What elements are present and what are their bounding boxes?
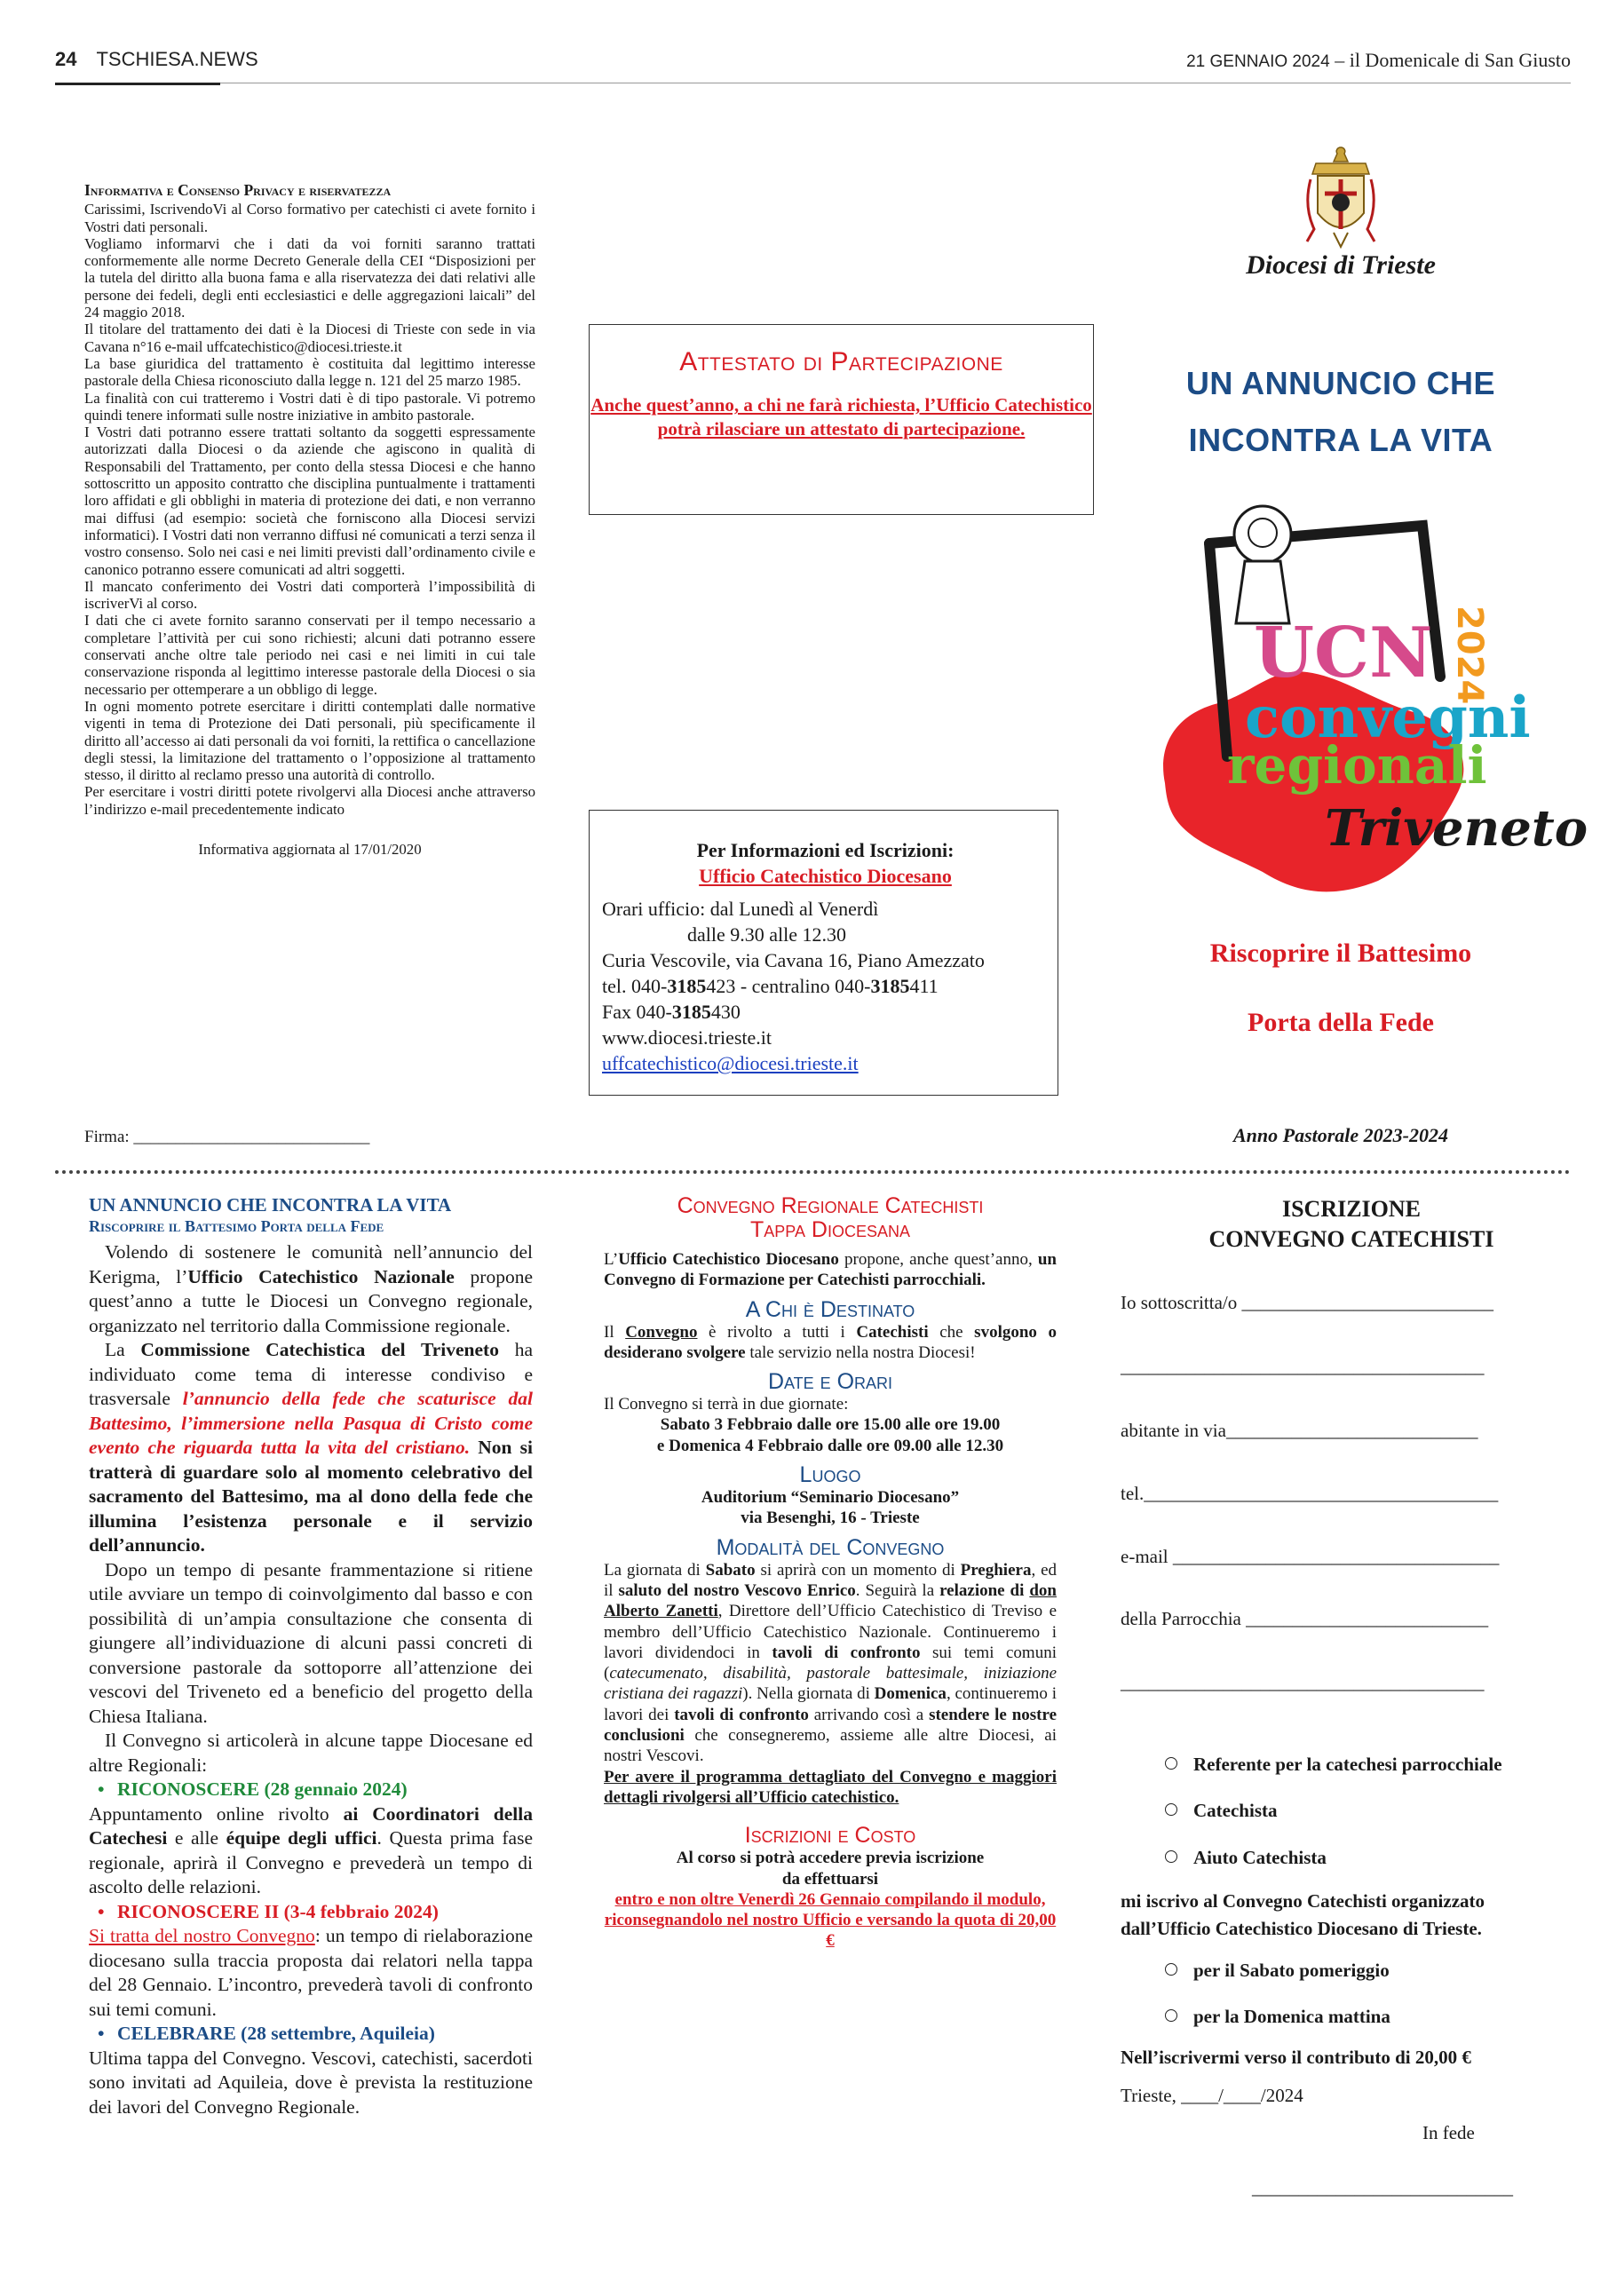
privacy-paragraph: Per esercitare i vostri diritti potete rivolgervi alla Diocesi anche attraverso l’indirizzo e-mail precedentemente indicato: [84, 783, 535, 818]
attestato-body: Anche quest’anno, a chi ne farà richiesta, l’Ufficio Catechistico potrà rilasciare un attestato di partecipazione.: [590, 394, 1092, 440]
info-hours: Orari ufficio: dal Lunedì al Venerdì: [602, 898, 879, 920]
form-registration-statement-2: dall’Ufficio Catechistico Diocesano di Trieste.: [1121, 1918, 1482, 1939]
destinato-text: Il Convegno è rivolto a tutti i Catechisti che svolgono o desiderano svolgere tale servizio nella nostra Diocesi!: [604, 1322, 1057, 1362]
radio-circle-icon[interactable]: [1165, 1850, 1177, 1863]
iscrizioni-line1: Al corso si potrà accedere previa iscrizione: [676, 1849, 985, 1868]
radio-circle-icon[interactable]: [1165, 1963, 1177, 1976]
info-tel: tel. 040-3185423 - centralino 040-3185411: [602, 975, 939, 997]
phase-riconoscere: • RICONOSCERE (28 gennaio 2024): [98, 1778, 408, 1800]
privacy-paragraph: La base giuridica del trattamento è costituita dal legittimo interesse pastorale della Chiesa riconosciuto dalla legge n. 121 del 25 marzo 1985.: [84, 354, 535, 390]
convegno-subtitle: Tappa Diocesana: [750, 1217, 910, 1242]
info-office: Ufficio Catechistico Diocesano: [699, 865, 952, 887]
attestato-box: [589, 324, 1094, 515]
form-place-date[interactable]: Trieste, ____/____/2024: [1121, 2085, 1303, 2106]
privacy-paragraph: Il mancato conferimento dei Vostri dati comporterà l’impossibilità di iscriverVi al corso.: [84, 577, 535, 613]
role-option-aiuto[interactable]: Aiuto Catechista: [1165, 1847, 1327, 1869]
phase-celebrare: • CELEBRARE (28 settembre, Aquileia): [98, 2023, 435, 2044]
form-signature[interactable]: ____________________________: [1252, 2177, 1513, 2198]
cover-riscoprire: Riscoprire il Battesimo: [1209, 939, 1472, 968]
page-number: 24: [55, 48, 77, 70]
modalita-programma: Per avere il programma dettagliato del Convegno e maggiori dettagli rivolgersi all’Ufficio catechistico.: [604, 1767, 1057, 1807]
privacy-paragraph: In ogni momento potrete esercitare i diritti contemplati dalle normative vigenti in tema di Protezione dei Dati personali, più specificamente il diritto all’accesso ai dati personali da voi forniti, la rettifica o cancellazione degli stessi, la limitazione del trattamento o l’opposizione al trattamento stesso, il diritto al reclamo presso una autorità di controllo.: [84, 697, 535, 784]
luogo-name: Auditorium “Seminario Diocesano”: [701, 1488, 960, 1508]
radio-circle-icon[interactable]: [1165, 1757, 1177, 1770]
privacy-paragraph: Il titolare del trattamento dei dati è la Diocesi di Trieste con sede in via Cavana n°16 e-mail uffcatechistico@diocesi.trieste.it: [84, 321, 535, 355]
phone-field[interactable]: tel.______________________________________: [1121, 1483, 1499, 1504]
diocese-name: Diocesi di Trieste: [1246, 250, 1436, 280]
name-field[interactable]: Io sottoscritta/o ___________________________: [1121, 1292, 1493, 1313]
cover-anno-pastorale: Anno Pastorale 2023-2024: [1232, 1124, 1449, 1146]
form-in-fede: In fede: [1422, 2122, 1475, 2143]
logo-triveneto: Triveneto: [1325, 799, 1588, 858]
info-address: Curia Vescovile, via Cavana 16, Piano Amezzato: [602, 949, 985, 971]
email-field[interactable]: e-mail ___________________________________: [1121, 1546, 1500, 1567]
cover-headline: UN ANNUNCIO CHE INCONTRA LA VITA: [1185, 365, 1496, 458]
ucn-convegni-logo: [1121, 490, 1588, 916]
page-header-left: [55, 48, 258, 71]
modalita-text: La giornata di Sabato si aprirà con un momento di Preghiera, ed il saluto del nostro Vescovo Enrico. Seguirà la relazione di don Alberto Zanetti, Direttore dell’Ufficio Catechistico di Treviso e membro dell’Ufficio Catechistico Nazionale. Continueremo i lavori dividendoci in tavoli di confronto sui temi comuni (catecumenato, disabilità, pastorale battesimale, iniziazione cristiana dei ragazzi). Nella giornata di Domenica, continueremo i lavori dei tavoli di confronto arrivando così a stendere le nostre conclusioni che consegneremo, assieme alle altre Diocesi, ai nostri Vescovi.: [604, 1560, 1058, 1766]
luogo-address: via Besenghi, 16 - Trieste: [741, 1509, 920, 1528]
form-contribution: Nell’iscrivermi verso il contributo di 20,00 €: [1121, 2047, 1471, 2068]
site-name: TSCHIESA.NEWS: [96, 48, 258, 70]
signature-line[interactable]: Firma: ____________________________: [84, 1128, 370, 1146]
logo-year: 2024: [1449, 606, 1490, 705]
section-luogo: Luogo: [799, 1462, 861, 1488]
registration-form: [1121, 1194, 1582, 2198]
address-field[interactable]: abitante in via___________________________: [1121, 1420, 1478, 1441]
header-separator: –: [1329, 49, 1350, 71]
privacy-title: Informativa e Consenso Privacy e riservatezza: [84, 181, 392, 199]
phase-riconoscere-text: Appuntamento online rivolto ai Coordinatori della Catechesi e alle équipe degli uffici. Questa prima fase regionale, aprirà il Convegno e prevederà un tempo di ascolto delle relazioni.: [89, 1802, 533, 1897]
cut-line: [55, 1170, 1571, 1174]
role-option-referente[interactable]: Referente per la catechesi parrocchiale: [1165, 1754, 1502, 1776]
logo-ucn: UCN: [1254, 613, 1433, 693]
radio-circle-icon[interactable]: [1165, 1803, 1177, 1816]
parish-field-continued[interactable]: _______________________________________: [1121, 1672, 1485, 1693]
iscrizioni-line2: da effettuarsi: [781, 1869, 879, 1889]
article-heading: UN ANNUNCIO CHE INCONTRA LA VITA: [89, 1194, 452, 1216]
article-paragraph: Dopo un tempo di pesante frammentazione si ritiene utile avviare un tempo di coinvolgimento dal basso e con possibilità di un’ampia consultazione che consenta di giungere all’individuazione di alcuni passi concreti di conversione pastorale da sottoporre all’attenzione dei vescovi del Triveneto ed a beneficio del progetto della Chiesa Italiana.: [89, 1558, 533, 1727]
logo-regionali: regionali: [1227, 735, 1487, 796]
info-box: [589, 810, 1058, 1096]
privacy-paragraph: I dati che ci avete fornito saranno conservati per il tempo necessario a completare l’attività per cui sono richiesti; alcuni dati potranno essere conservati anche oltre tale periodo nei casi e nei limiti in cui tale conservazione risponda al legittimo interesse pastorale della Diocesi o sia necessario per ottemperare a un obbligo di legge.: [84, 612, 535, 698]
form-registration-statement: mi iscrivo al Convegno Catechisti organizzato: [1121, 1890, 1485, 1912]
phase-riconoscere-2-text: Si tratta del nostro Convegno: un tempo di rielaborazione diocesano sulla traccia proposta dai relatori nella tappa del 28 Gennaio. L’incontro, prevederà tavoli di confronto sui temi comuni.: [89, 1925, 534, 2020]
cover-porta-fede: Porta della Fede: [1248, 1008, 1434, 1037]
phase-riconoscere-2: • RICONOSCERE II (3-4 febbraio 2024): [98, 1900, 439, 1922]
date-intro: Il Convegno si terrà in due giornate:: [604, 1395, 849, 1414]
section-iscrizioni: Iscrizioni e Costo: [744, 1823, 916, 1849]
convegno-intro: L’Ufficio Catechistico Diocesano propone, anche quest’anno, un Convegno di Formazione per Catechisti parrocchiali.: [604, 1250, 1057, 1290]
info-fax: Fax 040-3185430: [602, 1001, 741, 1023]
info-email-link[interactable]: uffcatechistico@diocesi.trieste.it: [602, 1052, 859, 1074]
section-modalita: Modalità del Convegno: [716, 1534, 945, 1560]
article-subheading: Riscoprire il Battesimo Porta della Fede: [89, 1217, 384, 1235]
diocese-crest-icon: [1298, 144, 1383, 250]
convegno-title: Convegno Regionale Catechisti: [677, 1193, 984, 1218]
issue-date: 21 GENNAIO 2024: [1186, 52, 1330, 71]
info-web[interactable]: www.diocesi.trieste.it: [602, 1026, 772, 1049]
name-field-continued[interactable]: _______________________________________: [1121, 1356, 1485, 1377]
privacy-notice: [84, 182, 535, 858]
parish-field[interactable]: della Parrocchia __________________________: [1121, 1608, 1489, 1629]
section-destinato: A Chi è Destinato: [745, 1296, 915, 1322]
privacy-updated: Informativa aggiornata al 17/01/2020: [198, 840, 422, 858]
article-column: [89, 1194, 533, 2119]
article-paragraph: Volendo di sostenere le comunità nell’annuncio del Kerigma, l’Ufficio Catechistico Nazionale propone quest’anno a tutte le Diocesi un Convegno regionale, organizzato nel territorio dalla Commissione regionale.: [89, 1241, 533, 1336]
page-header-right: [1186, 49, 1571, 72]
day-option-domenica[interactable]: per la Domenica mattina: [1165, 2006, 1390, 2028]
publication-name: il Domenicale di San Giusto: [1349, 49, 1571, 71]
day-option-sabato[interactable]: per il Sabato pomeriggio: [1165, 1960, 1390, 1982]
info-title: Per Informazioni ed Iscrizioni:: [696, 839, 955, 861]
form-title: ISCRIZIONE: [1281, 1196, 1422, 1222]
attestato-title: Attestato di Partecipazione: [679, 347, 1003, 376]
info-hours-time: dalle 9.30 alle 12.30: [687, 923, 847, 946]
privacy-paragraph: Carissimi, IscrivendoVi al Corso formativo per catechisti ci avete fornito i Vostri dati personali.: [84, 201, 535, 235]
iscrizioni-deadline: entro e non oltre Venerdì 26 Gennaio compilando il modulo, riconsegnandolo nel nostro Ufficio e versando la quota di 20,00 €: [604, 1889, 1057, 1951]
privacy-paragraph: La finalità con cui tratteremo i Vostri dati è di tipo pastorale. Vi potremo quindi tenere informati sulle nostre iniziative in ambito pastorale.: [84, 389, 535, 424]
article-paragraph: Il Convegno si articolerà in alcune tappe Diocesane ed altre Regionali:: [89, 1730, 533, 1776]
phase-celebrare-text: Ultima tappa del Convegno. Vescovi, catechisti, sacerdoti sono invitati ad Aquileia, dove è prevista la restituzione dei lavori del Convegno Regionale.: [89, 2047, 533, 2118]
privacy-paragraph: I Vostri dati potranno essere trattati soltanto da soggetti espressamente autorizzati dalla Diocesi o da aziende che agiscono in qualità di Responsabili del Trattamento, per conto della stessa Diocesi e che hanno sottoscritto un apposito contratto che disciplina puntualmente i trattamenti loro affidati e gli obblighi in materia di protezione dei dati, e non verranno mai diffusi (ad esempio: società che forniscono alla Diocesi servizi informatici). I Vostri dati non verranno diffusi né comunicati a terzi senza il vostro consenso. Solo nei casi e nei limiti previsti dall’ordinamento civile e canonico potranno essere comunicati ad altri soggetti.: [84, 424, 535, 578]
section-date: Date e Orari: [767, 1369, 893, 1395]
date-domenica: e Domenica 4 Febbraio dalle ore 09.00 alle 12.30: [656, 1436, 1004, 1455]
convegno-column: [604, 1194, 1057, 1952]
logo-convegni: convegni: [1245, 685, 1531, 751]
radio-circle-icon[interactable]: [1165, 2009, 1177, 2022]
date-sabato: Sabato 3 Febbraio dalle ore 15.00 alle ore 19.00: [660, 1415, 1001, 1435]
article-paragraph: La Commissione Catechistica del Triveneto ha individuato come tema di interesse condiviso e trasversale l’annuncio della fede che scaturisce dal Battesimo, l’immersione nella Pasqua di Cristo come evento che riguarda tutta la vita del cristiano. Non si tratterà di guardare solo al momento celebrativo del sacramento del Battesimo, ma al dono della fede che illumina l’esistenza personale e il servizio dell’annuncio.: [89, 1339, 534, 1556]
form-subtitle: CONVEGNO CATECHISTI: [1208, 1226, 1494, 1252]
privacy-paragraph: Vogliamo informarvi che i dati da voi forniti saranno trattati conformemente alle norme Decreto Generale della CEI “Disposizioni per la tutela del diritto alla buona fama e alla riservatezza dei dati relativi alle persone dei fedeli, degli enti ecclesiastici e delle aggregazioni laicali” del 24 maggio 2018.: [84, 234, 535, 321]
role-option-catechista[interactable]: Catechista: [1165, 1800, 1277, 1822]
header-accent-rule: [55, 83, 220, 85]
